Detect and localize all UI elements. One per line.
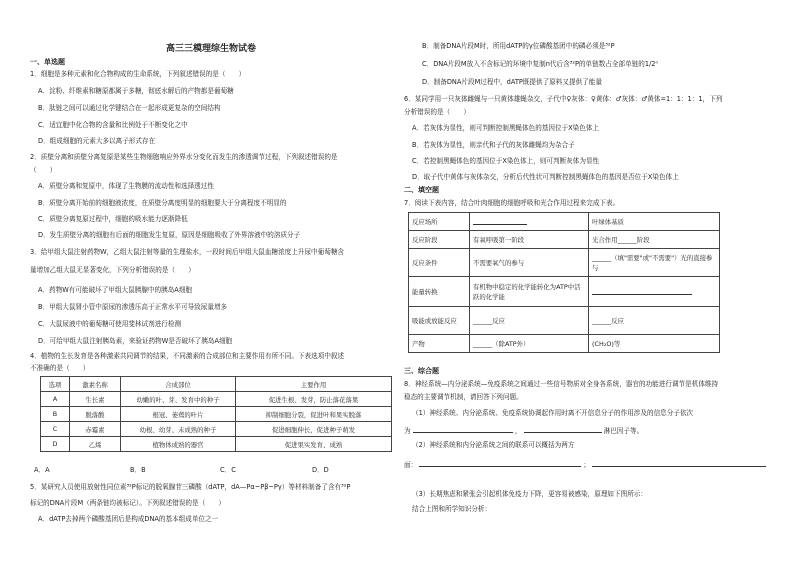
- section-heading: 三、综合题: [404, 367, 439, 375]
- question-text: 稳态的主要调节机制，请回答下列问题。: [404, 393, 523, 401]
- table-header-cell: 激素名称: [70, 377, 121, 392]
- table-cell: ______反应: [589, 307, 720, 335]
- option-text: A．质壁分离和复原中，体现了生物膜的流动性和选择透过性: [38, 182, 214, 190]
- subquestion-text: （3）长期焦虑和紧张会引起机体免疫力下降，更容易被感染，原理如下图所示：: [412, 490, 647, 498]
- table-cell: 反应场所: [409, 213, 470, 231]
- option-text: A．药物W有可能破坏了甲组大鼠胰腺中的胰岛A细胞: [38, 286, 193, 294]
- table-row: [41, 407, 392, 422]
- table-cell: (CH₂O)等: [589, 335, 720, 353]
- hormone-table: [40, 376, 392, 452]
- option-text: A．若灰体为显性，则可判断控制黑蝇体色的基因位于X染色体上: [412, 124, 600, 132]
- answer-blank-cell[interactable]: [470, 213, 589, 231]
- fill-in-line: [404, 425, 643, 436]
- table-cell: 促进果实发育、成熟: [236, 437, 392, 452]
- table-header-cell: 主要作用: [236, 377, 392, 392]
- subquestion-text: （2）神经系统和内分泌系统之间的联系可以概括为两方: [412, 441, 575, 449]
- answer-blank-cell[interactable]: [589, 277, 720, 307]
- answer-blank[interactable]: [419, 459, 581, 467]
- option-text: B．肽链之间可以通过化学键结合在一起形成更复杂的空间结构: [38, 104, 221, 112]
- table-row: [409, 249, 720, 277]
- table-cell: 生长素: [70, 392, 121, 407]
- table-row: [409, 307, 720, 335]
- separator-text: ，: [514, 427, 522, 435]
- table-cell: 脱落酸: [70, 407, 121, 422]
- question-text: 5．某研究人员使用放射性同位素³²P标记的脱氧腺苷三磷酸（dATP，dA—Pα~Pβ~Pγ）等材料制备了含有³²P: [30, 483, 351, 491]
- table-row: [409, 277, 720, 307]
- table-row: [409, 335, 720, 353]
- table-cell: B: [41, 407, 70, 422]
- table-row: [41, 392, 392, 407]
- question-text: 量增加乙组大鼠无显著变化，下列分析错误的是（ ）: [30, 266, 195, 274]
- table-cell: C: [41, 422, 70, 437]
- table-cell: 幼嫩的叶、芽、发育中的种子: [121, 392, 236, 407]
- table-cell: 不需要氧气的参与: [470, 249, 589, 277]
- table-cell: ______（除ATP外）: [470, 335, 589, 353]
- option-text: B．甲组大鼠肾小管中原尿的渗透压高于正常水平可导致尿量增多: [38, 303, 228, 311]
- table-cell: 反应阶段: [409, 231, 470, 249]
- fill-in-line: [404, 459, 766, 470]
- table-cell: 有氧呼吸第一阶段: [470, 231, 589, 249]
- answer-blank[interactable]: [592, 459, 766, 467]
- question-text: （ ）: [30, 166, 57, 174]
- option-text: C．大鼠尿液中的葡萄糖可使用斐林试剂进行检测: [38, 320, 182, 328]
- question-text: 7．阅读下表内容，结合叶肉细胞的细胞呼吸和光合作用过程来完成下表。: [404, 199, 620, 207]
- table-row: [409, 231, 720, 249]
- table-header-cell: 选项: [41, 377, 70, 392]
- question-text: 6．某同学用一只灰体雌蝇与一只黄体雄蝇杂交，子代中♀灰体：♀黄体：♂灰体：♂黄体=1：1：1：1，下列: [404, 95, 723, 103]
- table-header-row: [41, 377, 392, 392]
- option-text: D．可给甲组大鼠注射胰岛素，来验证药物W是否破坏了胰岛A细胞: [38, 337, 233, 345]
- suffix-text: 淋巴因子等。: [603, 427, 644, 435]
- table-cell: 促进生根、发芽，防止落花落果: [236, 392, 392, 407]
- table-cell: ______（填"需要"或"不需要"）光的直接参与: [589, 249, 720, 277]
- option-text: D．D: [312, 466, 329, 474]
- question-text: 2．质壁分离和质壁分离复原是某些生物细胞响应外界水分变化而发生的渗透调节过程，下列叙述错误的是: [30, 153, 338, 161]
- table-row: [41, 437, 392, 452]
- table-cell: 乙烯: [70, 437, 121, 452]
- answer-blank[interactable]: [413, 425, 513, 433]
- respiration-table: [408, 212, 720, 353]
- table-cell: ______反应: [470, 307, 589, 335]
- table-cell: A: [41, 392, 70, 407]
- question-text: 3．给甲组大鼠注射药物W，乙组大鼠注射等量的生理盐水，一段时间后甲组大鼠血糖浓度上升尿中葡萄糖含: [30, 248, 345, 256]
- option-text: B．质壁分离开始前的细胞液浓度，在质壁分离度明显的细胞要大于分离程度不明显的: [38, 199, 287, 207]
- table-cell: 反应条件: [409, 249, 470, 277]
- option-text: C．若控制黑蝇体色的基因位于X染色体上，则可判断灰体为显性: [412, 157, 600, 165]
- question-text: 8．神经系统—内分泌系统—免疫系统之间通过一些信号物质对全身各系统，器官的功能进行调节是机体维持: [404, 380, 719, 388]
- table-cell: 有机物中稳定的化学能转化为ATP中活跃的化学能: [470, 277, 589, 307]
- section-heading: 一、单选题: [30, 58, 65, 66]
- table-cell: 植物体成熟的器官: [121, 437, 236, 452]
- question-text: 标记的DNA片段M（两条链均被标记）。下列叙述错误的是（ ）: [30, 499, 225, 507]
- option-text: C．适宜胞中化合物的含量和比例处于不断变化之中: [38, 121, 188, 129]
- table-cell: 吸能或放能反应: [409, 307, 470, 335]
- subquestion-text: 结合上图和所学知识分析：: [412, 505, 492, 513]
- option-text: A．淀粉、纤维素和糖原都属于多糖，彻底水解后的产物都是葡萄糖: [38, 87, 234, 95]
- table-cell: 能量转换: [409, 277, 470, 307]
- separator-text: ；: [583, 461, 590, 469]
- table-cell: D: [41, 437, 70, 452]
- table-cell: 幼根、幼芽、未成熟的种子: [121, 422, 236, 437]
- answer-blank[interactable]: [473, 217, 527, 225]
- table-cell: 叶绿体基质: [589, 213, 720, 231]
- paper-title: 高三三模理综生物试卷: [165, 44, 256, 54]
- option-text: C．DNA片段M放入不含标记的环境中复制n代后含³²P的单链数占全部单链的1/2ⁿ: [422, 60, 659, 68]
- table-cell: 抑制细胞分裂，促进叶和果实脱落: [236, 407, 392, 422]
- option-text: A．A: [34, 466, 50, 474]
- table-cell: 产物: [409, 335, 470, 353]
- answer-blank[interactable]: [592, 287, 692, 295]
- table-cell: 光合作用______阶段: [589, 231, 720, 249]
- option-text: C．C: [220, 466, 236, 474]
- option-text: B．制备DNA片段M时，所用dATP的γ位磷酸基团中的磷必须是³²P: [422, 42, 615, 50]
- table-cell: 促进细胞伸长，促进种子萌发: [236, 422, 392, 437]
- subquestion-text: （1）神经系统、内分泌系统、免疫系统协调起作用时离不开信息分子的作用涉及的信息分子依次: [412, 409, 694, 417]
- question-text: 分析错误的是（ ）: [404, 108, 470, 116]
- table-row: [41, 422, 392, 437]
- table-cell: 赤霉素: [70, 422, 121, 437]
- option-text: D．取子代中黄体与灰体杂交，分析后代性状可判断控制黑蝇体色的基因是否位于X染色体上: [412, 173, 679, 181]
- question-text: 4．植物的生长发育是各种激素共同调节的结果，不同激素的合成部位和主要作用有所不同。下表选项中叙述: [30, 352, 345, 360]
- table-row: [409, 213, 720, 231]
- option-text: B．B: [130, 466, 146, 474]
- section-heading: 二、填空题: [404, 186, 439, 194]
- prompt-text: 面：: [404, 461, 418, 469]
- answer-blank[interactable]: [524, 425, 602, 433]
- question-text: 不准确的是（ ）: [30, 364, 90, 372]
- option-text: D．组成细胞的元素大多以离子形式存在: [38, 137, 156, 145]
- option-text: C．质壁分离复原过程中，细胞的吸水能力逐渐降低: [38, 215, 188, 223]
- option-text: A．dATP去掉两个磷酸基团后是构成DNA的基本组成单位之一: [38, 515, 219, 523]
- option-text: D．发生质壁分离的细胞有后面的细胞发生复原，原因是细胞吸收了外界溶液中的溶质分子: [38, 231, 301, 239]
- table-cell: 根冠、萎蔫的叶片: [121, 407, 236, 422]
- question-text: 1．细胞是多种元素和化合物构成的生命系统，下列叙述错误的是（ ）: [30, 70, 246, 78]
- option-text: D．制备DNA片段M过程中，dATP既提供了原料又提供了能量: [422, 78, 602, 86]
- option-text: B．若灰体为显性，则亲代和子代的灰体雌蝇均为杂合子: [412, 141, 575, 149]
- prompt-text: 为: [404, 427, 411, 435]
- table-header-cell: 合成部位: [121, 377, 236, 392]
